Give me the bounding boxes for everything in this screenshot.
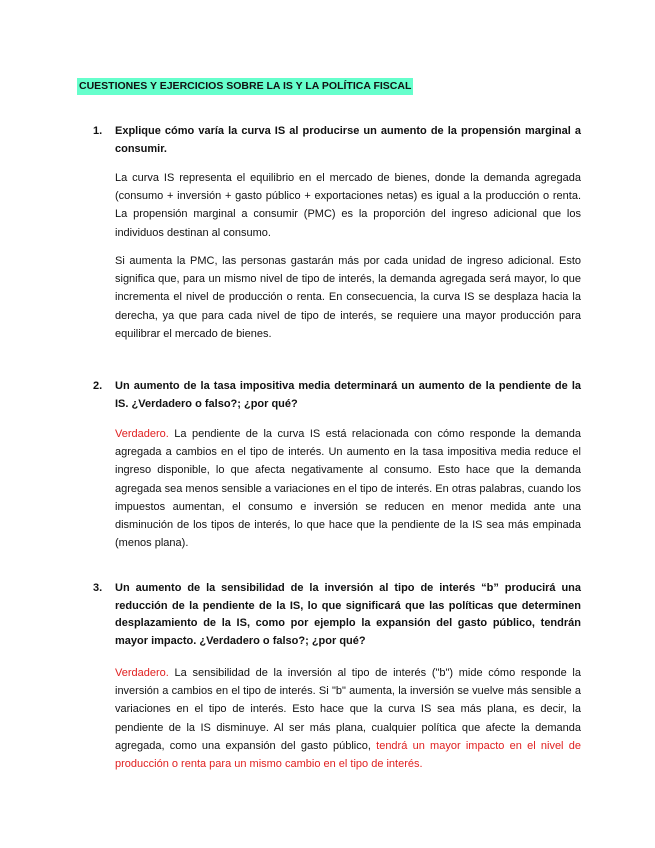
- verdict-label: Verdadero.: [115, 667, 169, 679]
- question-number: 3.: [93, 582, 103, 594]
- answer-text: La pendiente de la curva IS está relacionada con cómo responde la demanda agregada a cambios en el tipo de interés. Un aumento en la tasa impositiva media reduce el ingreso disponible, lo que afecta negativamente al consumo. Esto hace que la demanda agregada sea menos sensible a variaciones en el tipo de interés. En otras palabras, cuando los impuestos aumentan, el consumo e inversión se reducen en menor medida ante una disminución de los tipos de interés, lo que hace que la pendiente de la IS sea más empinada (menos plana).: [115, 428, 582, 550]
- answer-paragraph: Si aumenta la PMC, las personas gastarán más por cada unidad de ingreso adicional. Esto significa que, para un mismo nivel de tipo de interés, la demanda agregada será mayor, lo que incrementa el nivel de producción o renta. En consecuencia, la curva IS se desplaza hacia la derecha, ya que para cada nivel de tipo de interés, se requiere una mayor producción para equilibrar el mercado de bienes.: [115, 255, 581, 340]
- answer-paragraph: [115, 425, 581, 552]
- question-number: 2.: [93, 380, 103, 392]
- verdict-label: Verdadero.: [115, 428, 169, 440]
- answer-highlight: tendrá un mayor impacto en el nivel de producción o renta para un mismo cambio en el tipo de interés.: [115, 739, 581, 771]
- question-text: Un aumento de la tasa impositiva media determinará un aumento de la pendiente de la IS. ¿Verdadero o falso?; ¿por qué?: [115, 380, 581, 410]
- question-3: [93, 580, 581, 650]
- question-text: Explique cómo varía la curva IS al producirse un aumento de la propensión marginal a consumir.: [115, 125, 581, 155]
- question-1: [93, 123, 581, 158]
- question-text: Un aumento de la sensibilidad de la inversión al tipo de interés “b” producirá una reducción de la pendiente de la IS, lo que significará que las políticas que determinen desplazamiento de la IS, como por ejemplo la expansión del gasto público, tendrán mayor impacto. ¿Verdadero o falso?; ¿por qué?: [115, 582, 581, 647]
- answer-paragraph: [115, 664, 581, 773]
- document-title: CUESTIONES Y EJERCICIOS SOBRE LA IS Y LA POLÍTICA FISCAL: [77, 78, 413, 95]
- question-2: [93, 378, 581, 413]
- answer-text: La sensibilidad de la inversión al tipo de interés ("b") mide cómo responde la inversión a cambios en el tipo de interés. Si "b" aumenta, la inversión se vuelve más sensible a variaciones en el tipo de interés. Esto hace que la curva IS sea más plana, es decir, la pendiente de la IS disminuye. Al ser más plana, cualquier política que afecte la demanda agregada, como una expansión del gasto público,: [115, 667, 581, 752]
- answer-paragraph: La curva IS representa el equilibrio en el mercado de bienes, donde la demanda agregada (consumo + inversión + gasto público + exportaciones netas) es igual a la producción o renta. La propensión marginal a consumir (PMC) es la proporción del ingreso adicional que los individuos destinan al consumo.: [115, 172, 581, 239]
- question-number: 1.: [93, 125, 103, 137]
